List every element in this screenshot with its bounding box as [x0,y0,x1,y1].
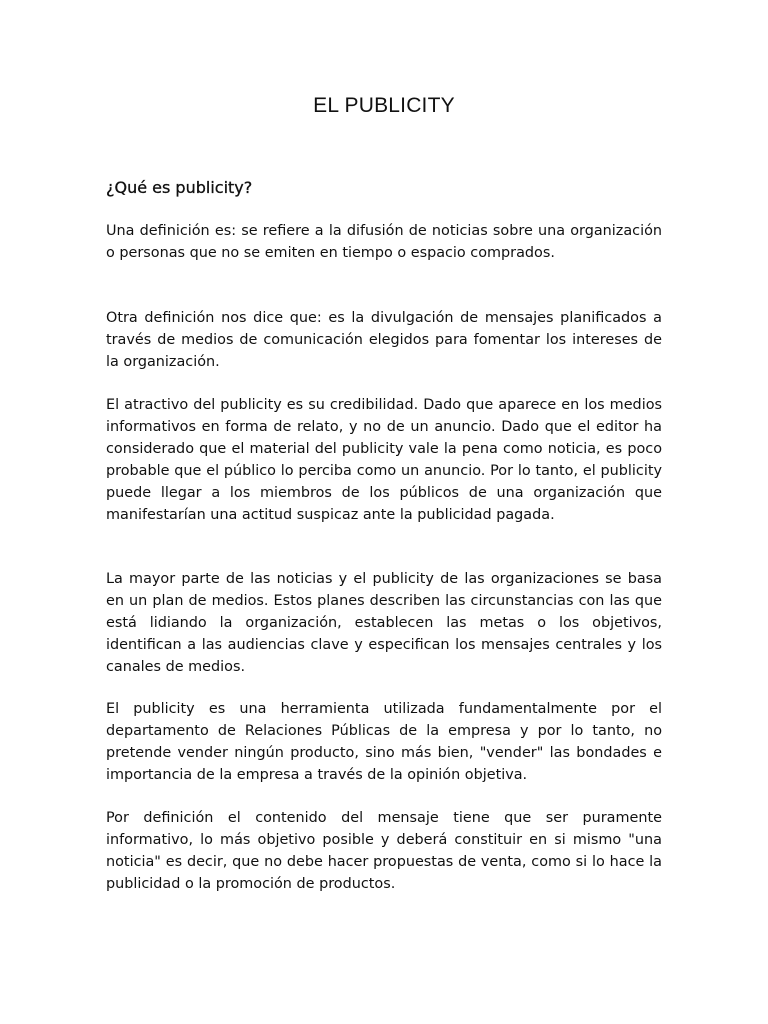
paragraph-pr-tool: El publicity es una herramienta utilizada fundamentalmente por el departamento de Relaciones Públicas de la empresa y por lo tanto, no pretende vender ningún producto, sino más bien, "vender" las bondades e importancia de la empresa a través de la opinión objetiva. [106,701,662,783]
paragraph-credibility: El atractivo del publicity es su credibilidad. Dado que aparece en los medios informativos en forma de relato, y no de un anuncio. Dado que el editor ha considerado que el material del publicity vale la pena como noticia, es poco probable que el público lo perciba como un anuncio. Por lo tanto, el publicity puede llegar a los miembros de los públicos de una organización que manifestarían una actitud suspicaz ante la publicidad pagada. [106,397,662,523]
paragraph-media-plan: La mayor parte de las noticias y el publicity de las organizaciones se basa en un plan de medios. Estos planes describen las circunstancias con las que está lidiando la organización, establecen las metas o los objetivos, identifican a las audiencias clave y especifican los mensajes centrales y los canales de medios. [106,571,662,675]
section-heading: ¿Qué es publicity? [106,178,253,197]
document-title: EL PUBLICITY [313,94,455,117]
document-page [106,0,662,1024]
paragraph-definition-2: Otra definición nos dice que: es la divulgación de mensajes planificados a través de medios de comunicación elegidos para fomentar los intereses de la organización. [106,310,662,370]
paragraph-content: Por definición el contenido del mensaje tiene que ser puramente informativo, lo más objetivo posible y deberá constituir en si mismo "una noticia" es decir, que no debe hacer propuestas de venta, como si lo hace la publicidad o la promoción de productos. [106,810,662,892]
paragraph-definition-1: Una definición es: se refiere a la difusión de noticias sobre una organización o personas que no se emiten en tiempo o espacio comprados. [106,223,662,261]
